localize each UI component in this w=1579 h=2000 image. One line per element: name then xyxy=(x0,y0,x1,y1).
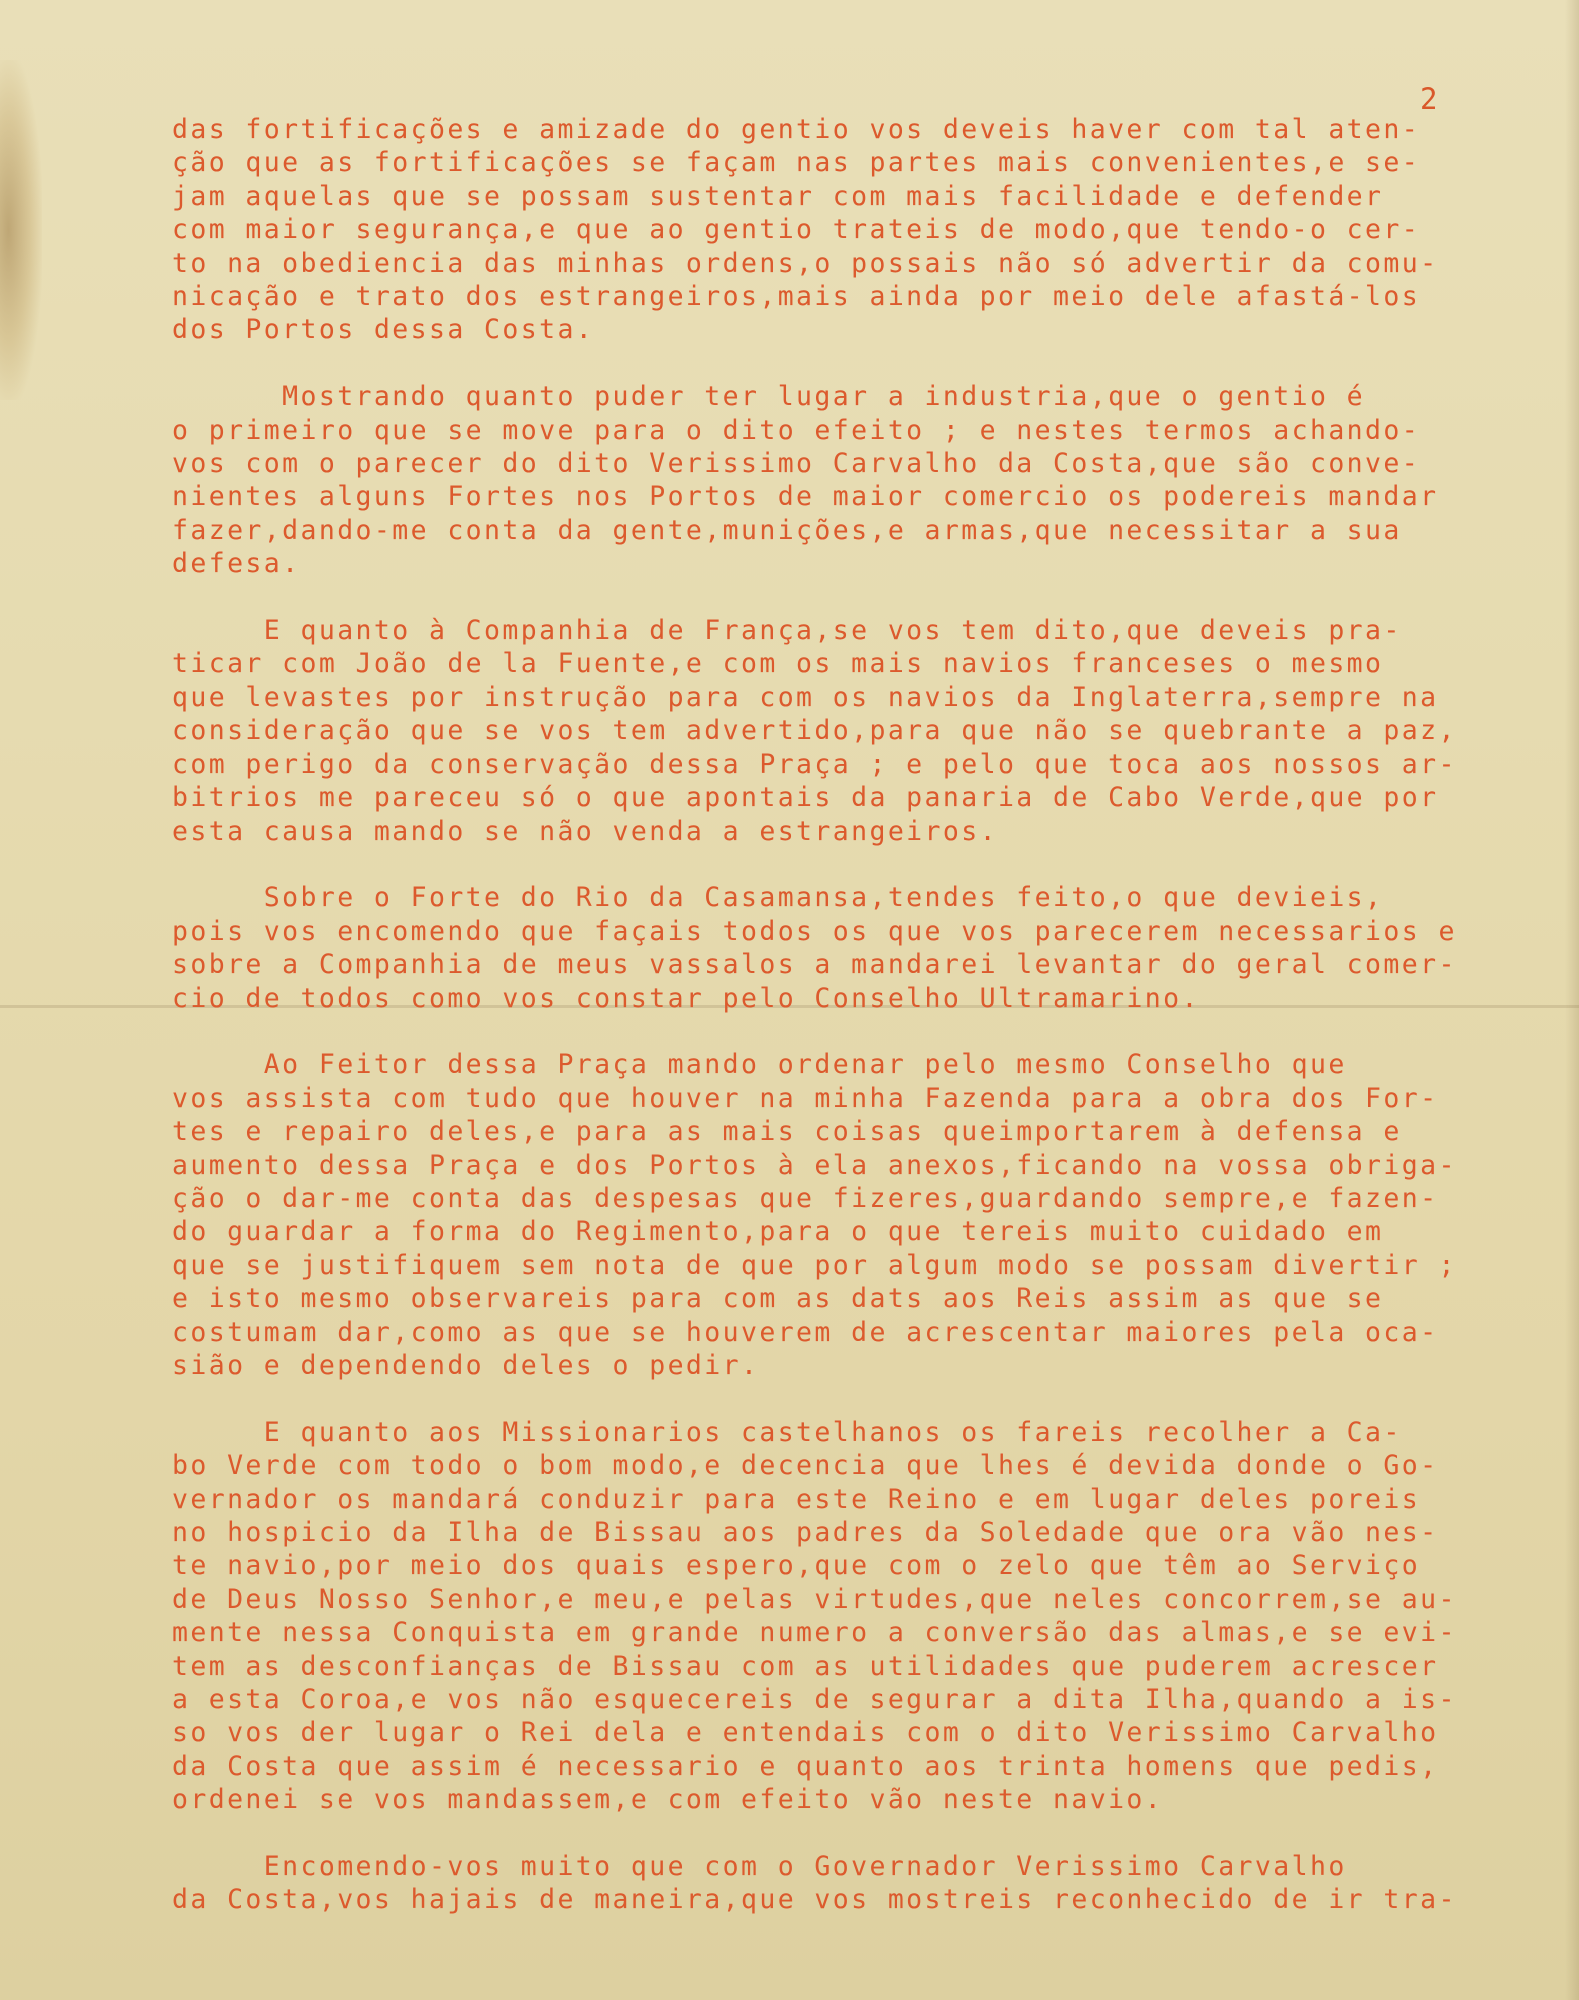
text-line: das fortificações e amizade do gentio vos deveis haver com tal aten- xyxy=(172,114,1421,145)
page-number: 2 xyxy=(1420,82,1438,116)
text-line: jam aquelas que se possam sustentar com mais facilidade e defender xyxy=(172,180,1384,212)
text-line: e isto mesmo observareis para com as dats aos Reis assim as que se xyxy=(172,1283,1384,1315)
paragraph xyxy=(172,1416,1562,1817)
text-line: Encomendo-vos muito que com o Governador Verissimo Carvalho xyxy=(172,1851,1347,1883)
text-line: Ao Feitor dessa Praça mando ordenar pelo mesmo Conselho que xyxy=(172,1049,1347,1081)
text-line: bo Verde com todo o bom modo,e decencia que lhes é devida donde o Go- xyxy=(172,1450,1439,1482)
text-line: com perigo da conservação dessa Praça ; e pelo que toca aos nossos ar- xyxy=(172,748,1457,780)
text-line: so vos der lugar o Rei dela e entendais com o dito Verissimo Carvalho xyxy=(172,1717,1439,1749)
paper-edge-shadow xyxy=(1565,0,1579,2000)
text-line: ordenei se vos mandassem,e com efeito vão neste navio. xyxy=(172,1784,1164,1816)
text-line: de Deus Nosso Senhor,e meu,e pelas virtudes,que neles concorrem,se au- xyxy=(172,1583,1457,1615)
text-line: te navio,por meio dos quais espero,que com o zelo que têm ao Serviço xyxy=(172,1550,1421,1582)
text-line: Sobre o Forte do Rio da Casamansa,tendes feito,o que devieis, xyxy=(172,882,1384,914)
text-line: a esta Coroa,e vos não esquecereis de segurar a dita Ilha,quando a is- xyxy=(172,1684,1457,1716)
paragraph xyxy=(172,614,1562,848)
text-line: ção que as fortificações se façam nas partes mais convenientes,e se- xyxy=(172,147,1421,179)
paragraph xyxy=(172,380,1562,580)
text-line: cio de todos como vos constar pelo Conselho Ultramarino. xyxy=(172,982,1200,1014)
text-line: com maior segurança,e que ao gentio trateis de modo,que tendo-o cer- xyxy=(172,214,1421,246)
paragraph xyxy=(172,1048,1562,1382)
text-line: mente nessa Conquista em grande numero a conversão das almas,e se evi- xyxy=(172,1617,1457,1649)
text-line: costumam dar,como as que se houverem de acrescentar maiores pela oca- xyxy=(172,1316,1439,1348)
text-line: no hospicio da Ilha de Bissau aos padres da Soledade que ora vão nes- xyxy=(172,1516,1439,1548)
text-line: dos Portos dessa Costa. xyxy=(172,314,595,346)
text-line: da Costa,vos hajais de maneira,que vos mostreis reconhecido de ir tra- xyxy=(172,1884,1457,1916)
text-line: aumento dessa Praça e dos Portos à ela anexos,ficando na vossa obriga- xyxy=(172,1149,1457,1181)
text-line: E quanto aos Missionarios castelhanos os fareis recolher a Ca- xyxy=(172,1416,1402,1448)
text-line: consideração que se vos tem advertido,para que não se quebrante a paz, xyxy=(172,715,1457,747)
text-line: to na obediencia das minhas ordens,o possais não só advertir da comu- xyxy=(172,247,1439,279)
text-line: tem as desconfianças de Bissau com as utilidades que puderem acrescer xyxy=(172,1650,1439,1682)
text-line: o primeiro que se move para o dito efeito ; e nestes termos achando- xyxy=(172,414,1421,446)
paper-stain xyxy=(0,60,42,400)
text-line: ção o dar-me conta das despesas que fizeres,guardando sempre,e fazen- xyxy=(172,1182,1439,1214)
text-line: fazer,dando-me conta da gente,munições,e armas,que necessitar a sua xyxy=(172,514,1402,546)
text-line: nientes alguns Fortes nos Portos de maior comercio os podereis mandar xyxy=(172,481,1439,513)
text-line: do guardar a forma do Regimento,para o que tereis muito cuidado em xyxy=(172,1216,1384,1248)
text-line: nicação e trato dos estrangeiros,mais ainda por meio dele afastá-los xyxy=(172,281,1421,313)
text-line: esta causa mando se não venda a estrangeiros. xyxy=(172,815,998,847)
text-line: E quanto à Companhia de França,se vos tem dito,que deveis pra- xyxy=(172,615,1402,647)
text-line: da Costa que assim é necessario e quanto aos trinta homens que pedis, xyxy=(172,1750,1439,1782)
paragraph xyxy=(172,1850,1562,1917)
text-line: bitrios me pareceu só o que apontais da panaria de Cabo Verde,que por xyxy=(172,782,1439,814)
paragraph xyxy=(172,881,1562,1015)
text-line: vernador os mandará conduzir para este Reino e em lugar deles poreis xyxy=(172,1483,1421,1515)
text-line: sião e dependendo deles o pedir. xyxy=(172,1349,760,1381)
text-line: pois vos encomendo que façais todos os que vos parecerem necessarios e xyxy=(172,915,1457,947)
text-line: defesa. xyxy=(172,548,301,580)
text-line: ticar com João de la Fuente,e com os mais navios franceses o mesmo xyxy=(172,648,1384,680)
paragraph xyxy=(172,113,1562,347)
text-line: vos assista com tudo que houver na minha Fazenda para a obra dos For- xyxy=(172,1082,1439,1114)
text-line: tes e repairo deles,e para as mais coisas queimportarem à defensa e xyxy=(172,1116,1402,1148)
text-line: sobre a Companhia de meus vassalos a mandarei levantar do geral comer- xyxy=(172,949,1457,981)
text-line: que se justifiquem sem nota de que por algum modo se possam divertir ; xyxy=(172,1249,1457,1281)
typewritten-body xyxy=(172,113,1562,1950)
text-line: vos com o parecer do dito Verissimo Carvalho da Costa,que são conve- xyxy=(172,448,1421,480)
text-line: que levastes por instrução para com os navios da Inglaterra,sempre na xyxy=(172,681,1439,713)
text-line: Mostrando quanto puder ter lugar a industria,que o gentio é xyxy=(172,381,1366,413)
